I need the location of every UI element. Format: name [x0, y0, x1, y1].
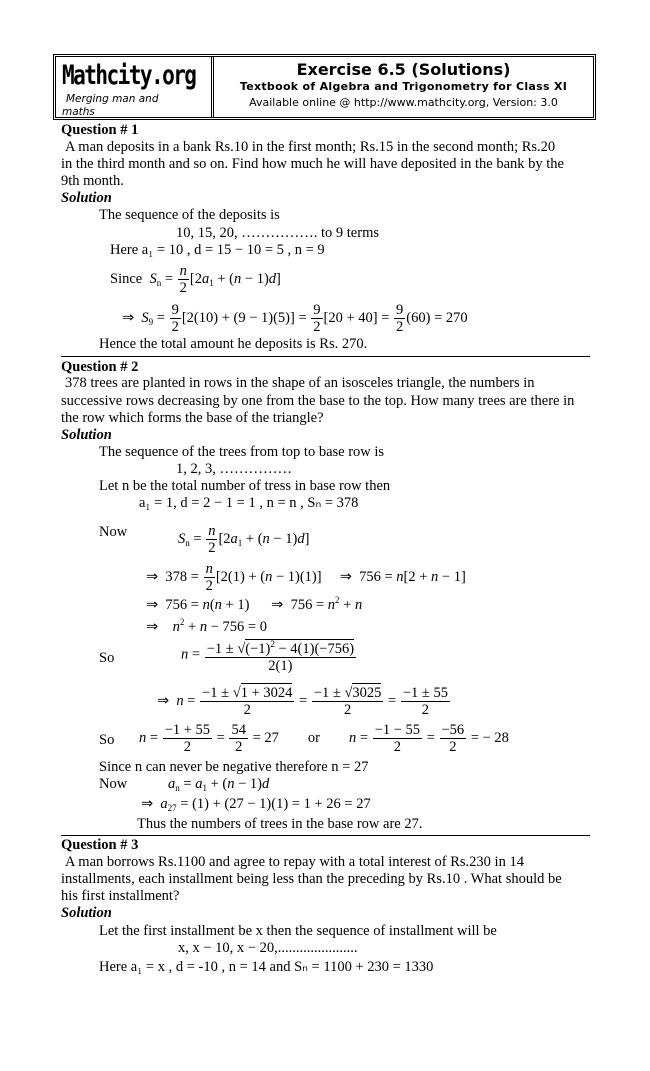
- q1-text-1: A man deposits in a bank Rs.10 in the first month; Rs.15 in the second month; Rs.20: [65, 139, 556, 155]
- q2-so-label-2: So: [99, 732, 115, 748]
- page-header: [53, 54, 596, 120]
- q2-solution-label: Solution: [61, 427, 112, 443]
- q2-sum-formula: $S_n$ = $\frac{n}{2}$ $[2a_1 + (n - 1)d]$: [178, 523, 310, 556]
- q2-quadratic-formula: n = $\frac{-1 \pm √(-1)^2 - 4(1)(-756)}{2(1)}$: [181, 636, 357, 674]
- q2-s3: Let n be the total number of tress in base row then: [99, 478, 391, 494]
- exercise-title: Exercise 6.5 (Solutions): [296, 60, 511, 79]
- q2-final: Thus the numbers of trees in the base row are 27.: [137, 816, 423, 832]
- q2-text-2: successive rows decreasing by one from the base to the top. How many trees are there in: [61, 393, 575, 409]
- q1-text-2: in the third month and so on. Find how much he will have deposited in the bank by the: [61, 156, 564, 172]
- q2-a27: ⇒ $a_{27} = (1) + (27 - 1)(1) = 1 + 26 = 27$: [141, 796, 371, 813]
- q3-text-2: installments, each installment being less than the preceding by Rs.10 . What should be: [61, 871, 562, 887]
- q3-s3: Here a₁ = x , d = -10 , n = 14 and Sₙ = 1100 + 230 = 1330: [99, 959, 434, 975]
- q1-s2: 10, 15, 20, ……………. to 9 terms: [176, 225, 379, 241]
- q1-s9-formula: ⇒ $S_9$ = $\frac{9}{2}$ [2(10) + (9 − 1)(5)] = $\frac{9}{2}$ [20 + 40] = $\frac{9}{2}$ (60) = 270: [122, 302, 468, 335]
- q2-nth-term: $a_n = a_1 + (n - 1)d$: [168, 776, 270, 793]
- q2-step-1: ⇒ 378 = $\frac{n}{2}$ [2(1) + (n − 1)(1)] ⇒ 756 = n[2 + n − 1]: [146, 561, 466, 594]
- mathcity-logo: Mathcity.org: [62, 60, 196, 91]
- q1-final: Hence the total amount he deposits is Rs. 270.: [99, 336, 368, 352]
- q1-s3: Here a₁ = 10 , d = 15 − 10 = 5 , n = 9: [110, 242, 325, 258]
- q2-now-label-2: Now: [99, 776, 128, 792]
- q2-s1: The sequence of the trees from top to base row is: [99, 444, 385, 460]
- available-online: Available online @ http://www.mathcity.org, Version: 3.0: [249, 96, 558, 109]
- divider: [61, 356, 590, 357]
- q3-text-1: A man borrows Rs.1100 and agree to repay with a total interest of Rs.230 in 14: [65, 854, 524, 870]
- or-label: or: [307, 729, 321, 746]
- divider: [61, 835, 590, 836]
- q2-heading: Question # 2: [61, 359, 139, 375]
- q1-solution-label: Solution: [61, 190, 112, 206]
- q2-negative-note: Since n can never be negative therefore n = 27: [99, 759, 369, 775]
- title-box: [214, 57, 593, 117]
- q3-text-3: his first installment?: [61, 888, 180, 904]
- q1-heading: Question # 1: [61, 122, 139, 138]
- q2-step-3: ⇒ $n^2 + n - 756 = 0$: [146, 617, 267, 635]
- q2-step-2: ⇒ 756 = n(n + 1) ⇒ $756 = n^2 + n$: [146, 595, 363, 613]
- q3-heading: Question # 3: [61, 837, 139, 853]
- q2-now-label: Now: [99, 524, 128, 540]
- tagline-2: maths: [62, 106, 95, 118]
- since-label: Since: [110, 270, 143, 287]
- q1-s1: The sequence of the deposits is: [99, 207, 280, 223]
- q1-text-3: 9th month.: [61, 173, 124, 189]
- q2-s2: 1, 2, 3, ……………: [176, 461, 292, 477]
- q2-so-label-1: So: [99, 650, 115, 666]
- q2-step-4: ⇒ n = $\frac{-1 \pm √1 + 3024}{2}$ = $\frac{-1 \pm √3025}{2}$ = $\frac{-1 \pm 55}{2}$: [157, 685, 448, 718]
- textbook-subtitle: Textbook of Algebra and Trigonometry for Class XI: [239, 80, 568, 93]
- q3-solution-label: Solution: [61, 905, 112, 921]
- logo-box: [56, 57, 214, 117]
- q2-roots: n = $\frac{-1 + 55}{2}$ = $\frac{54}{2}$ = 27 or n = $\frac{-1 - 55}{2}$ = $\frac{-56}{2}$ = − 28: [139, 722, 509, 755]
- q3-s1: Let the first installment be x then the sequence of installment will be: [99, 923, 497, 939]
- tagline: Merging man and: [66, 93, 159, 105]
- q2-text-3: the row which forms the base of the triangle?: [61, 410, 324, 426]
- q2-text-1: 378 trees are planted in rows in the shape of an isosceles triangle, the numbers in: [65, 375, 535, 391]
- q2-s4: a₁ = 1, d = 2 − 1 = 1 , n = n , Sₙ = 378: [139, 495, 359, 511]
- q3-s2: x, x − 10, x − 20,......................: [178, 940, 358, 956]
- q1-since-formula: Since $S_n$ = $\frac{n}{2}$ $[2a_1 + (n - 1)d]$: [110, 263, 281, 296]
